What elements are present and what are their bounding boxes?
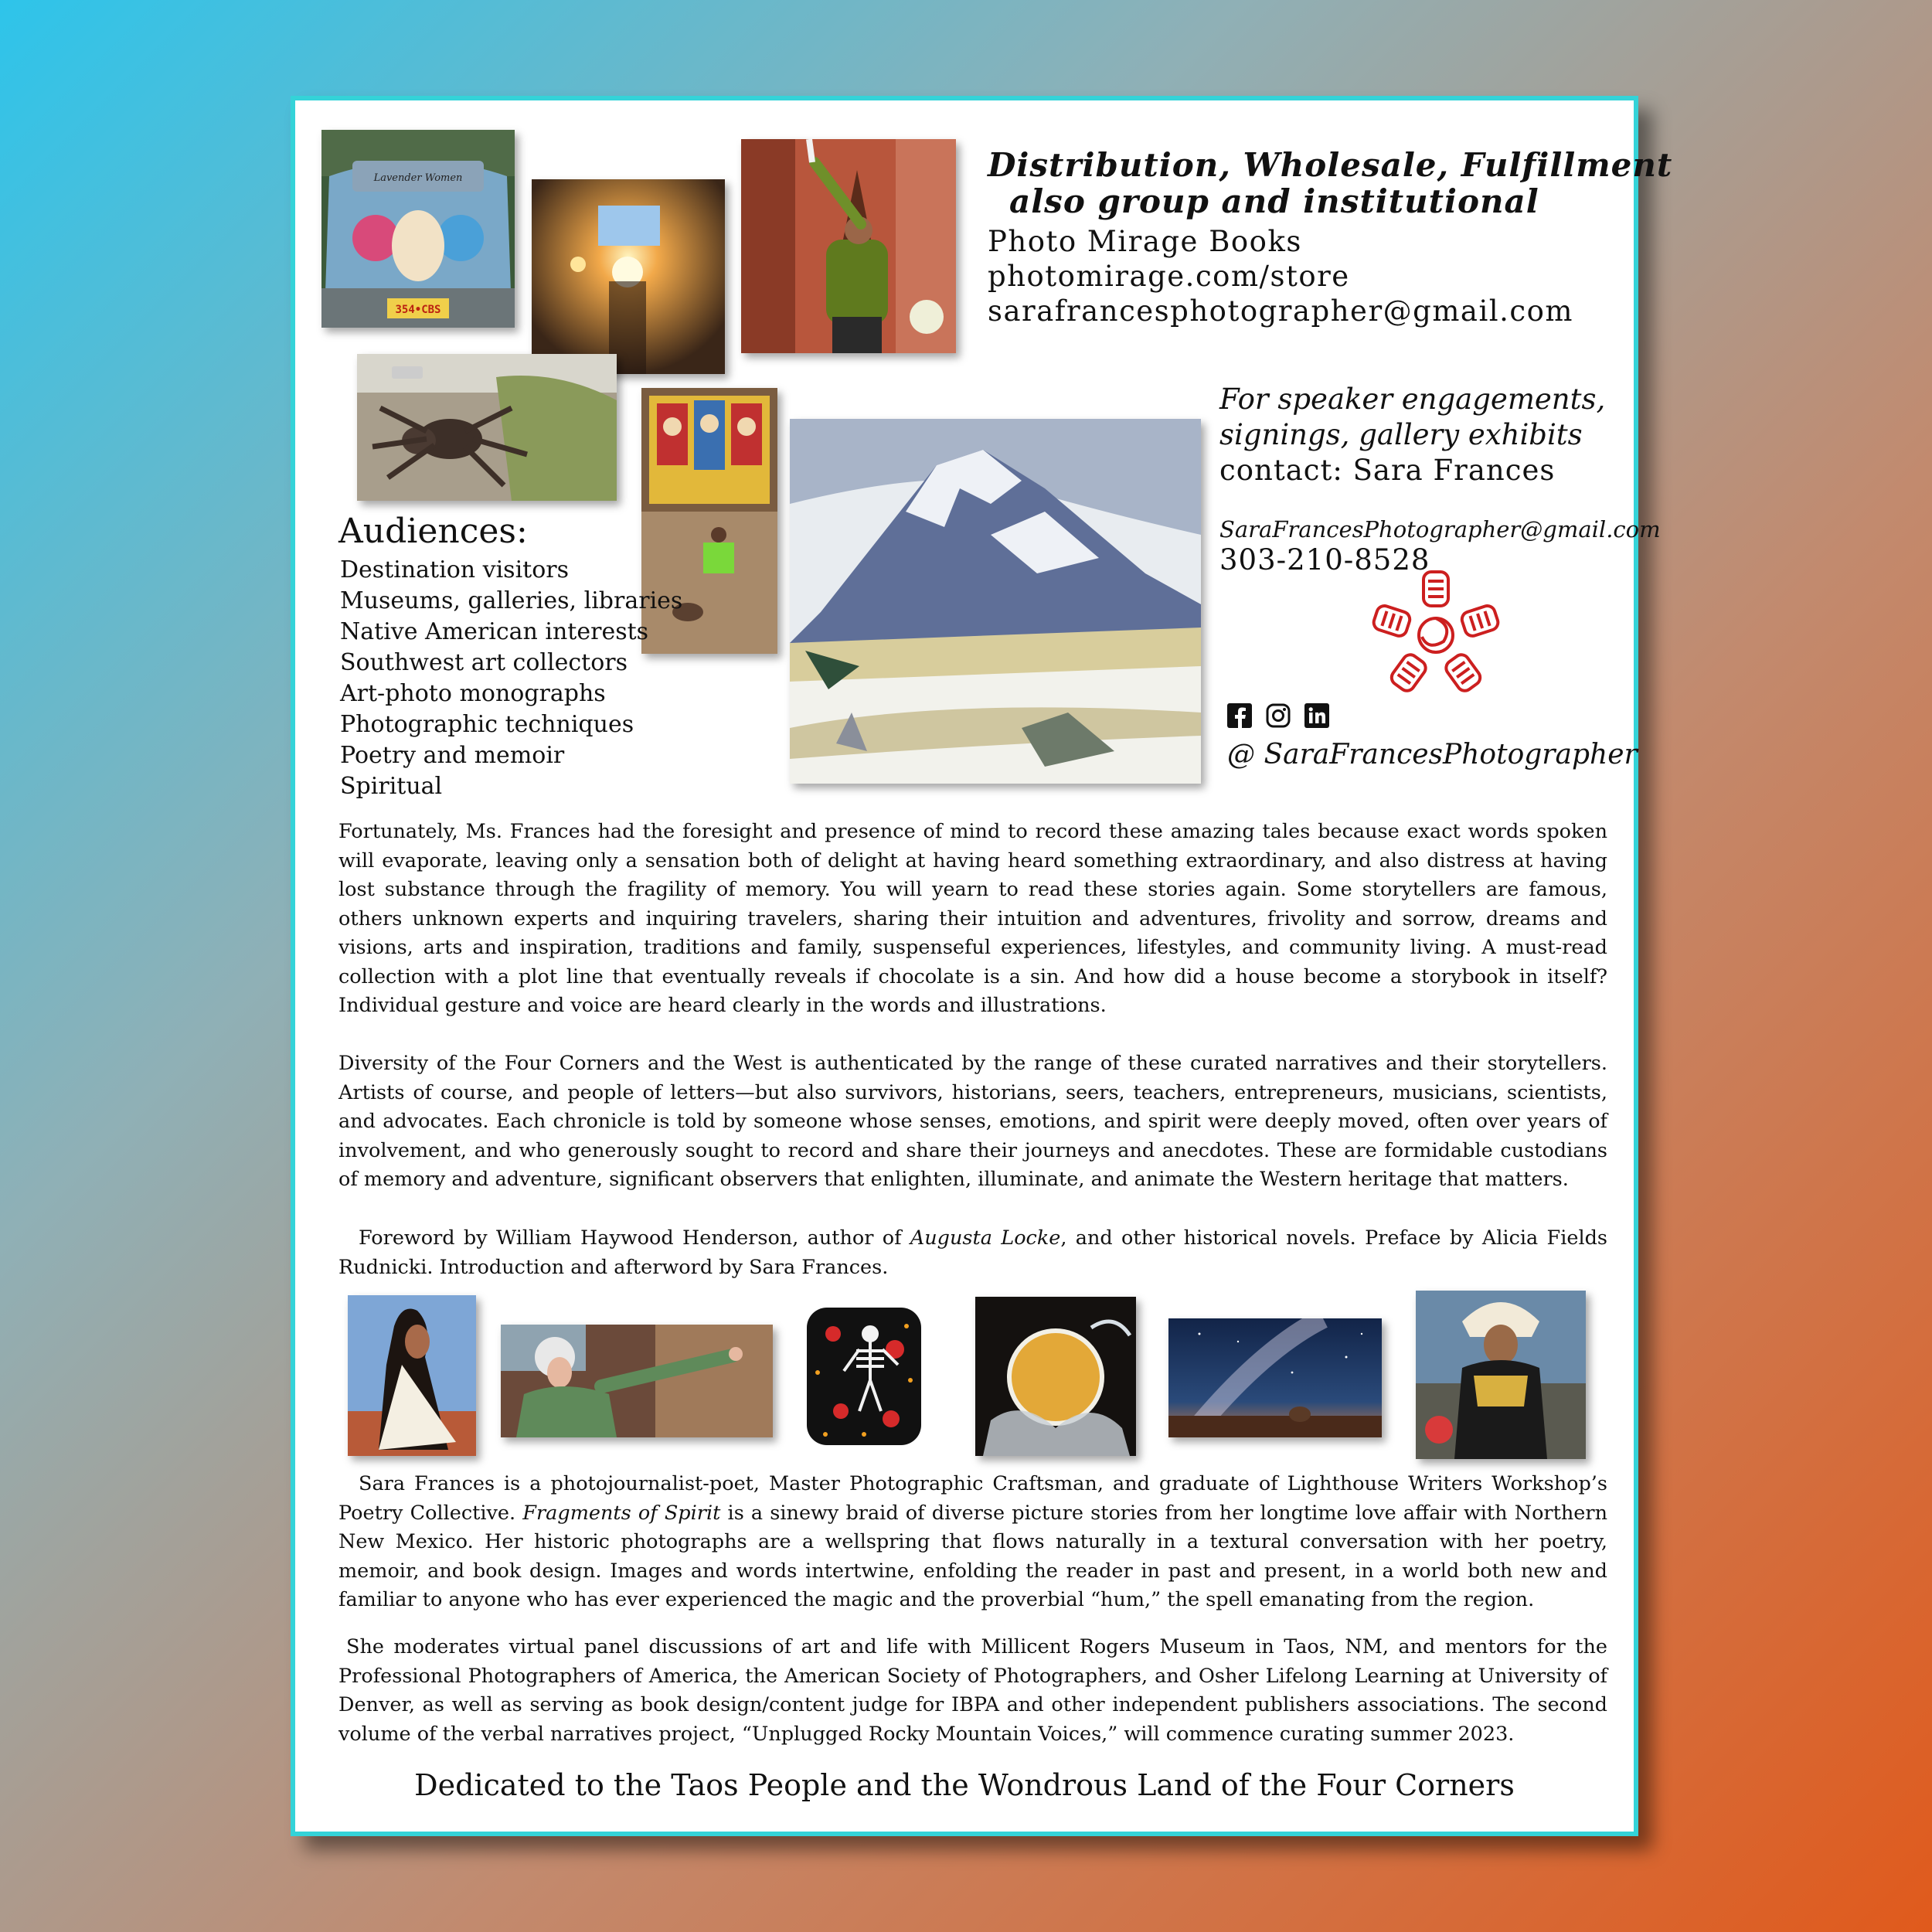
photo-sun-window [532,179,725,374]
photo-native-woman [348,1295,476,1456]
social-handle[interactable]: @ SaraFrancesPhotographer [1227,739,1638,770]
distribution-email-link[interactable]: sarafrancesphotographer@gmail.com [988,294,1573,328]
photo-woman-pointing [501,1325,773,1437]
list-item: Poetry and memoir [340,742,565,769]
bio-paragraph [338,1470,1607,1615]
audiences-list [340,555,682,802]
list-item: Museums, galleries, libraries [340,587,683,614]
photo-powwow-dancer [1416,1291,1586,1459]
bio-text-b: is a sinewy braid of diverse picture stories from her longtime love affair with Northern New Mexico. Her historic photographs are a wellspring that flows naturally in a textural conversation with her poetry, memoir, and book design. Images and words intertwine, enfolding the reader in past and present, in a world both new and familiar to anyone who has ever experienced the magic and the proverbial “hum,” the spell emanating from the region. [338,1501,1607,1611]
photo-milky-way [1168,1318,1382,1437]
foreword-text-b: , and other historical novels. Preface by Alicia Fields Rudnicki. Introduction and afterword by Sara Frances. [338,1226,1608,1279]
linkedin-icon[interactable] [1304,703,1329,728]
instagram-icon[interactable] [1266,703,1291,728]
foreword-text-a: Foreword by William Haywood Henderson, author of [359,1226,910,1250]
facebook-icon[interactable] [1227,703,1252,728]
publisher-logo [1366,564,1505,703]
speaker-heading: For speaker engagements, [1219,383,1606,416]
list-item: Spiritual [340,773,443,800]
speaker-phone: 303-210-8528 [1219,543,1430,577]
list-item: Destination visitors [340,556,570,583]
speaker-contact: contact: Sara Frances [1219,454,1556,487]
photo-painted-car [321,130,515,328]
speaker-email-link[interactable]: SaraFrancesPhotographer@gmail.com [1219,516,1661,543]
publisher-name: Photo Mirage Books [988,225,1302,258]
distribution-heading: Distribution, Wholesale, Fulfillment [988,146,1673,184]
moderation-paragraph: She moderates virtual panel discussions of art and life with Millicent Rogers Museum in Taos, NM, and mentors for the Professional Photographers of America, the American Society of Photographers, and Osher Lifelong Learning at University of Denver, as well as serving as book design/content judge for IBPA and other independent publishers associations. The second volume of the verbal narratives project, “Unplugged Rocky Mountain Voices,” will commence curating summer 2023. [338,1635,1607,1746]
photo-skeleton-plate [802,1303,926,1450]
social-links [1227,703,1329,728]
bio-book-title: Fragments of Spirit [522,1501,721,1525]
license-plate-text: 354•CBS [395,304,441,316]
foreword-book-title: Augusta Locke [910,1226,1061,1250]
distribution-subheading: also group and institutional [1009,182,1539,220]
body-paragraph-diversity: Diversity of the Four Corners and the West is authenticated by the range of these curated narratives and their storytellers. Artists of course, and people of letters—but also survivors, historians, seers, teachers, entrepreneurs, musicians, scientists, and advocates. Each chronicle is told by someone whose senses, emotions, and spirit were deeply moved, often over years of involvement, and who generously sought to record and share their journeys and anecdotes. These are formidable custodians of memory and adventure, significant observers that enlighten, illuminate, and animate the Western heritage that matters. [338,1052,1607,1191]
bio-text-a: Sara Frances is a photojournalist-poet, Master Photographic Craftsman, and graduate of Lighthouse Writers Workshop’s Poetry Collective. [338,1472,1607,1525]
list-item: Native American interests [340,618,649,645]
store-link[interactable]: photomirage.com/store [988,260,1350,293]
list-item: Photographic techniques [340,711,634,738]
dedication: Dedicated to the Taos People and the Wondrous Land of the Four Corners [414,1768,1515,1802]
flyer-sheet [291,96,1673,1836]
car-window-text: Lavender Women [373,172,463,184]
speaker-subheading: signings, gallery exhibits [1219,418,1583,451]
foreword-paragraph [338,1224,1607,1282]
photo-tarantula [357,354,617,501]
audiences-title: Audiences: [338,512,528,551]
painting-mountain-watercolor [790,419,1201,784]
photo-glass-globe [975,1297,1136,1456]
photo-eagle-feather-dancer [741,139,956,353]
body-paragraph-storytelling: Fortunately, Ms. Frances had the foresight and presence of mind to record these amazing tales because exact words spoken will evaporate, leaving only a sensation both of delight at having heard something extraordinary, and also distress at having lost substance through the fragility of memory. You will yearn to read these stories again. Some storytellers are famous, others unknown experts and inquiring travelers, sharing their intuition and adventures, frivolity and sorrow, dreams and visions, arts and inspiration, traditions and family, suspenseful experiences, lifestyles, and community living. A must-read collection with a plot line that eventually reveals if chocolate is a sin. And how did a house become a storybook in itself? Individual gesture and voice are heard clearly in the words and illustrations. [338,820,1607,1017]
list-item: Art-photo monographs [340,680,606,707]
list-item: Southwest art collectors [340,649,628,676]
